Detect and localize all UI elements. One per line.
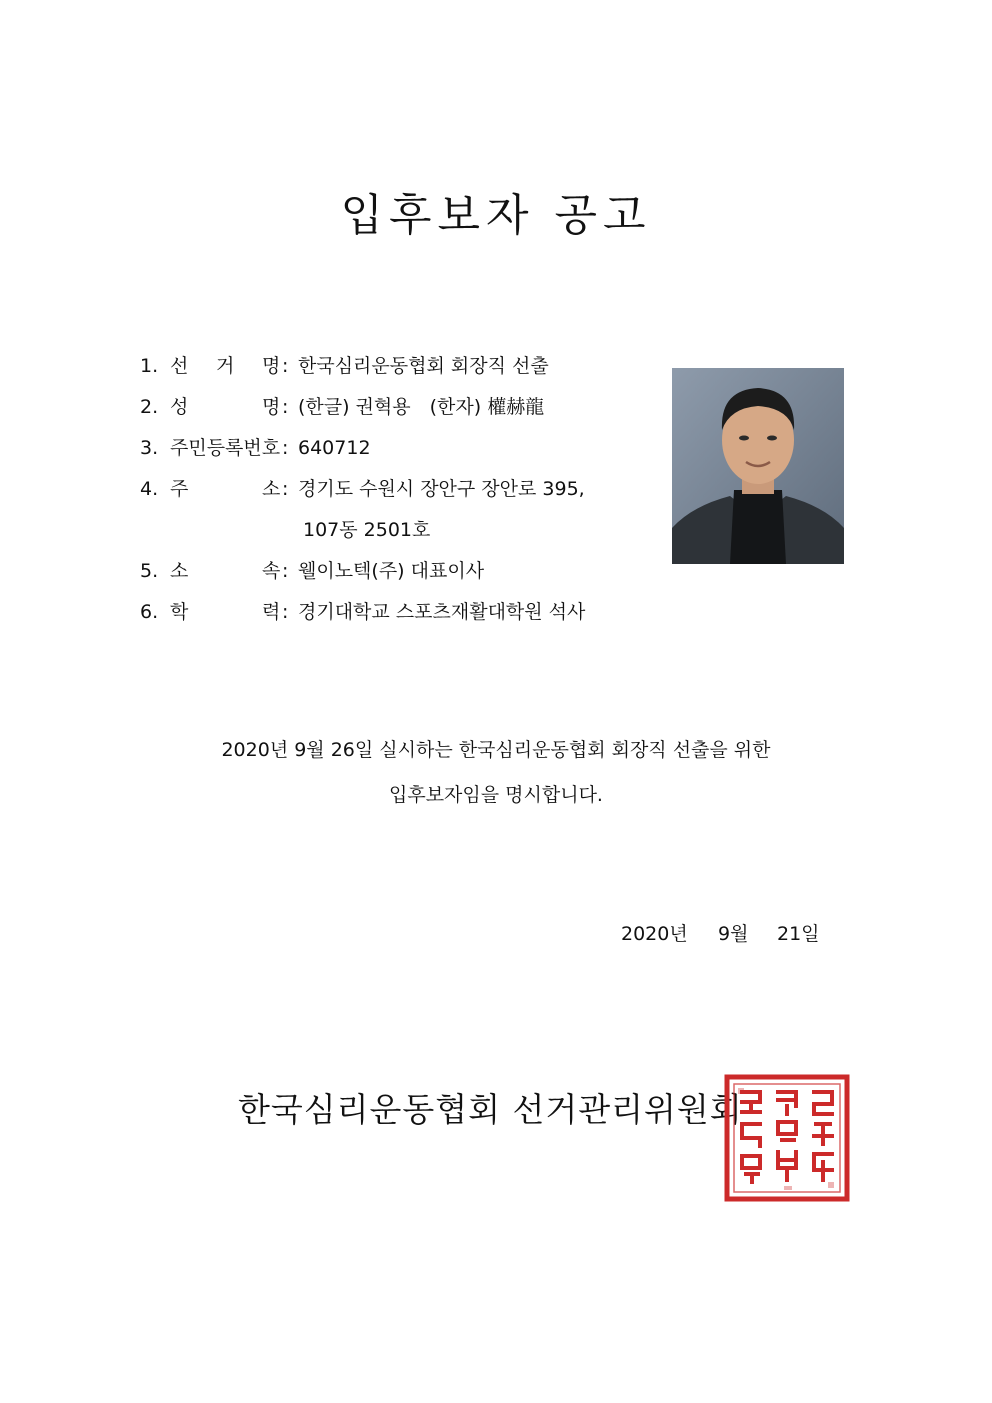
- seal-stamp-icon: [724, 1074, 850, 1202]
- election-name: 한국심리운동협회 회장직 선출: [298, 355, 549, 377]
- item-number: 2.: [140, 396, 159, 418]
- date-month: 9월: [718, 923, 749, 945]
- colon: :: [282, 560, 289, 582]
- page-title: 입후보자 공고: [340, 190, 652, 241]
- label-char: 명: [262, 396, 281, 418]
- candidate-name: (한글) 권혁용 (한자) 權赫龍: [298, 396, 545, 418]
- label-char: 력: [262, 601, 281, 623]
- date-year: 2020년: [621, 923, 688, 945]
- colon: :: [282, 355, 289, 377]
- label-char: 학: [170, 601, 189, 623]
- label-text: 주민등록번호: [170, 437, 281, 459]
- label-char: 성: [170, 396, 189, 418]
- label-char: 거: [216, 355, 235, 377]
- education: 경기대학교 스포츠재활대학원 석사: [298, 601, 586, 623]
- notice-line-2: 입후보자임을 명시합니다.: [389, 784, 603, 806]
- label-char: 속: [262, 560, 281, 582]
- label-char: 소: [170, 560, 189, 582]
- official-seal: [724, 1074, 850, 1202]
- item-number: 4.: [140, 478, 159, 500]
- address-line-1: 경기도 수원시 장안구 장안로 395,: [298, 478, 585, 500]
- colon: :: [282, 478, 289, 500]
- resident-number: 640712: [298, 437, 371, 459]
- candidate-photo-illustration: [672, 368, 844, 564]
- colon: :: [282, 437, 289, 459]
- date-day: 21일: [777, 923, 820, 945]
- label-char: 주: [170, 478, 189, 500]
- item-number: 5.: [140, 560, 159, 582]
- committee-name: 한국심리운동협회 선거관리위원회: [238, 1090, 743, 1129]
- label-char: 선: [170, 355, 189, 377]
- label-char: 소: [262, 478, 281, 500]
- item-number: 1.: [140, 355, 159, 377]
- colon: :: [282, 396, 289, 418]
- label-char: 명: [262, 355, 281, 377]
- notice-line-1: 2020년 9월 26일 실시하는 한국심리운동협회 회장직 선출을 위한: [221, 739, 771, 761]
- candidate-photo: [672, 368, 844, 564]
- item-number: 6.: [140, 601, 159, 623]
- colon: :: [282, 601, 289, 623]
- affiliation: 웰이노텍(주) 대표이사: [298, 560, 485, 582]
- address-line-2: 107동 2501호: [303, 519, 431, 541]
- item-number: 3.: [140, 437, 159, 459]
